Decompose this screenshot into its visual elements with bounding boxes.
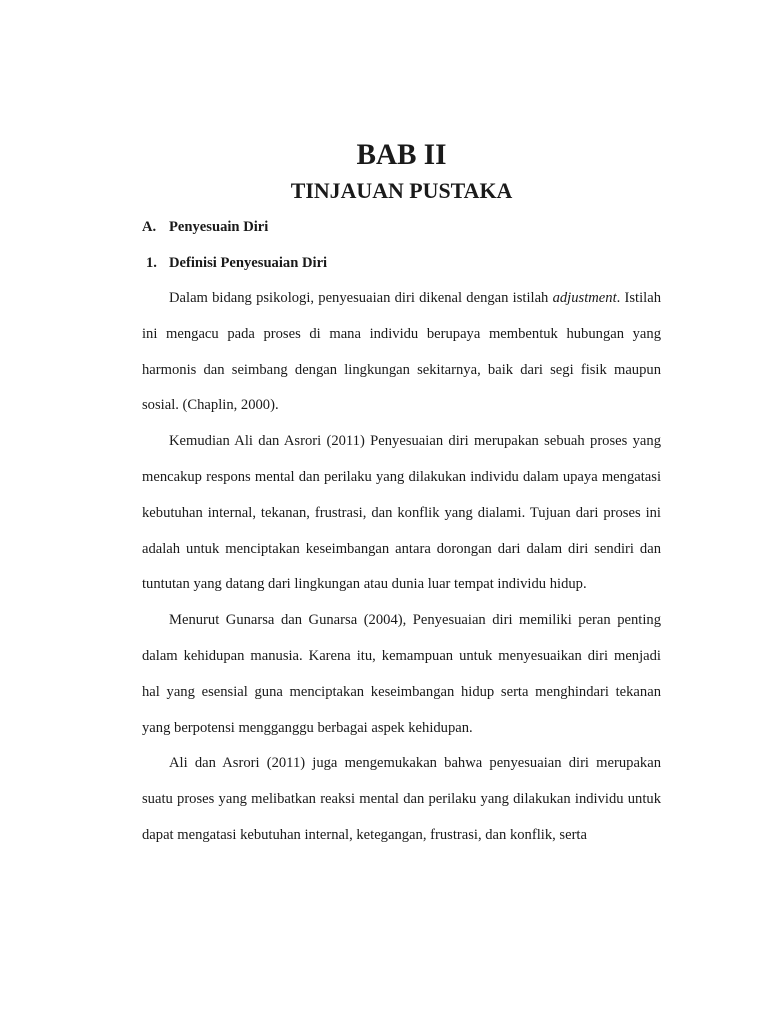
paragraph-1 xyxy=(142,281,661,424)
subsection-marker: 1. xyxy=(146,255,157,271)
section-marker: A. xyxy=(142,219,157,235)
section-label: Penyesuain Diri xyxy=(169,219,269,235)
chapter-subtitle: TINJAUAN PUSTAKA xyxy=(290,178,513,203)
paragraph-1-text-end: . Istilah ini mengacu pada proses di mana individu berupaya membentuk hubungan yang harmonis dan seimbang dengan lingkungan sekitarnya, baik dari segi fisik maupun sosial. (Chaplin, 2000). xyxy=(142,290,661,414)
subsection-label: Definisi Penyesuaian Diri xyxy=(169,255,328,271)
document-page xyxy=(142,141,661,858)
section-heading xyxy=(142,213,661,249)
paragraph-2: Kemudian Ali dan Asrori (2011) Penyesuaian diri merupakan sebuah proses yang mencakup respons mental dan perilaku yang dilakukan individu dalam upaya mengatasi kebutuhan internal, tekanan, frustrasi, dan konflik yang dialami. Tujuan dari proses ini adalah untuk menciptakan keseimbangan antara dorongan dari dalam diri sendiri dan tuntutan yang datang dari lingkungan atau dunia luar tempat individu hidup. xyxy=(142,433,661,593)
paragraph-4: Ali dan Asrori (2011) juga mengemukakan bahwa penyesuaian diri merupakan suatu proses yang melibatkan reaksi mental dan perilaku yang dilakukan individu untuk dapat mengatasi kebutuhan internal, ketegangan, frustrasi, dan konflik, serta xyxy=(142,755,661,843)
subsection-heading xyxy=(142,249,661,285)
paragraph-1-term: adjustment xyxy=(552,290,617,306)
paragraph-1-text-start: Dalam bidang psikologi, penyesuaian diri dikenal dengan istilah xyxy=(169,290,553,306)
chapter-title: BAB II xyxy=(356,139,447,171)
paragraph-3: Menurut Gunarsa dan Gunarsa (2004), Penyesuaian diri memiliki peran penting dalam kehidupan manusia. Karena itu, kemampuan untuk menyesuaikan diri menjadi hal yang esensial guna menciptakan keseimbangan hidup serta menghindari tekanan yang berpotensi mengganggu berbagai aspek kehidupan. xyxy=(142,612,661,736)
